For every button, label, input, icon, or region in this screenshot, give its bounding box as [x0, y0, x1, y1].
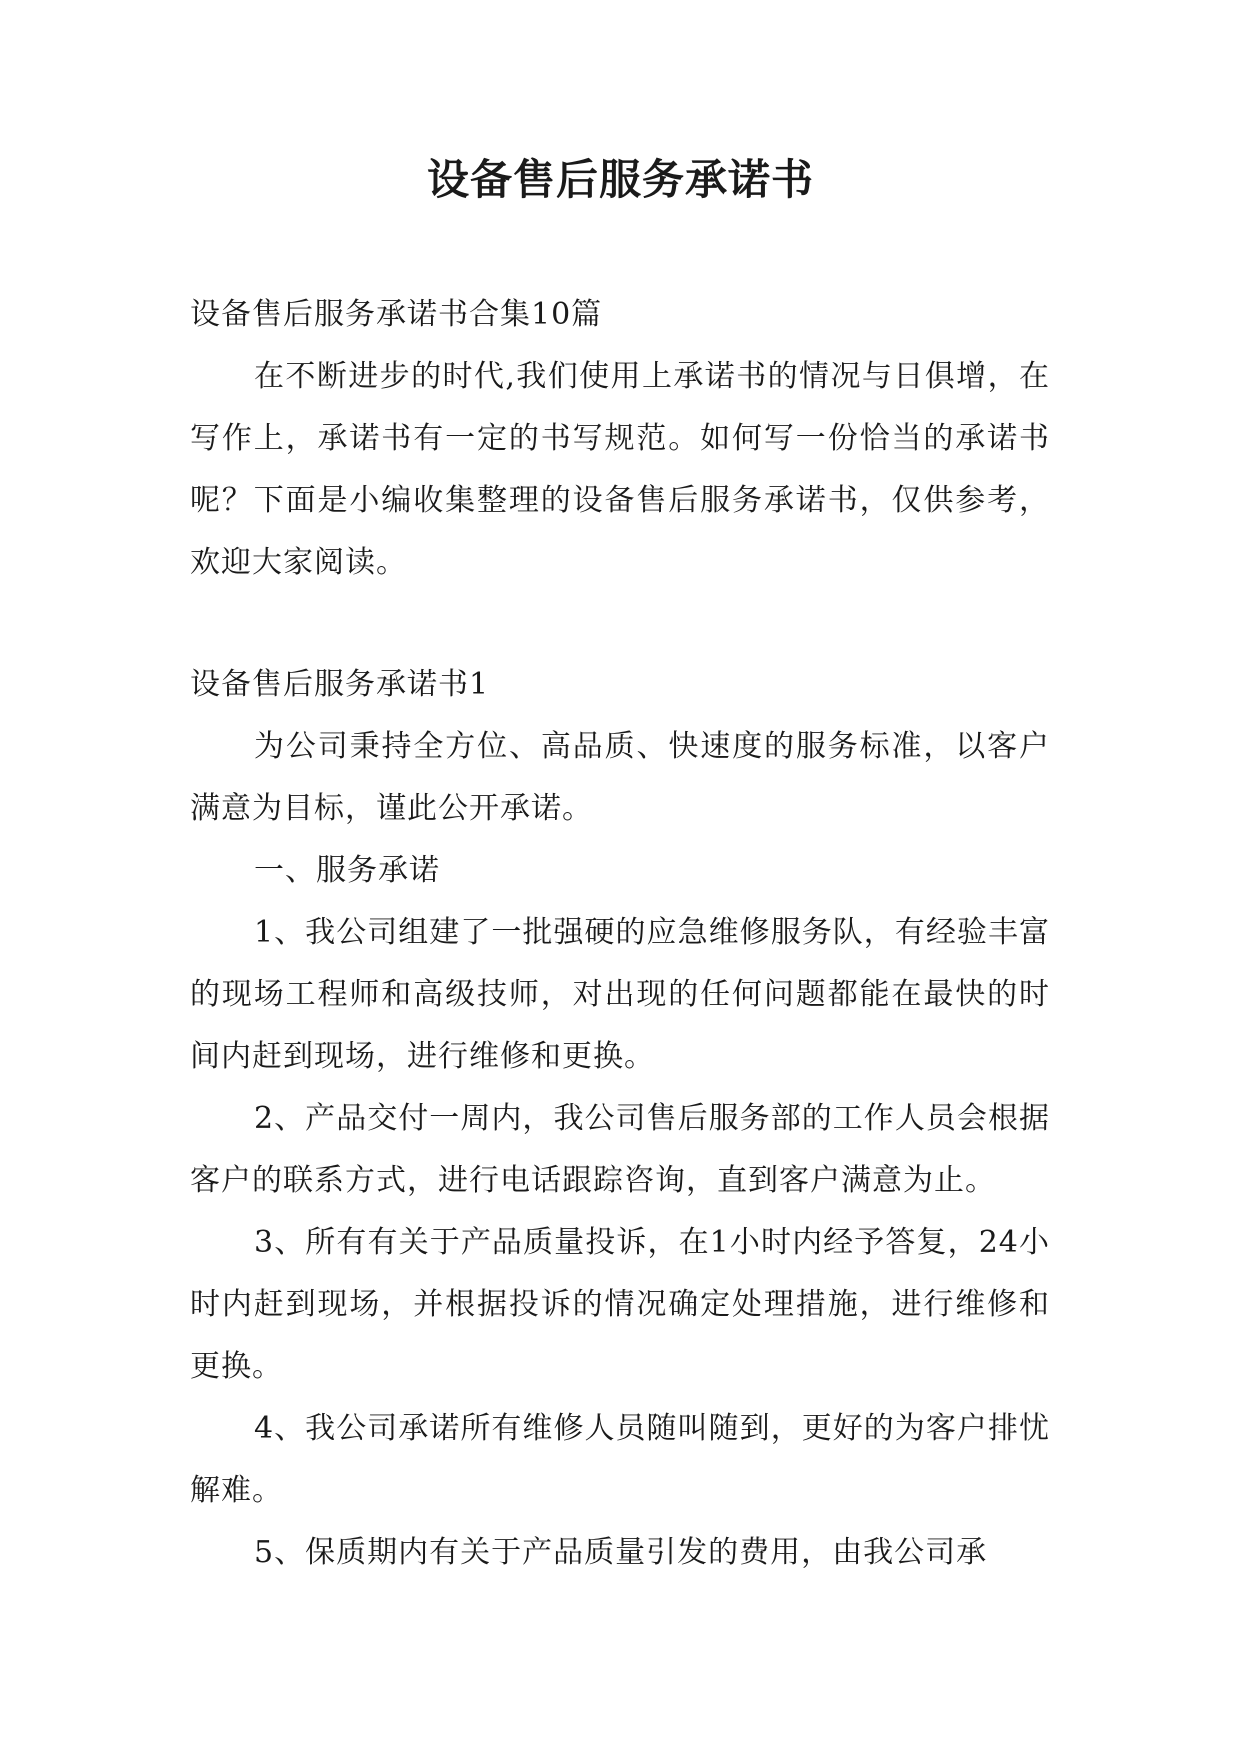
section-heading: 设备售后服务承诺书1: [190, 667, 490, 702]
body-paragraph: 1、我公司组建了一批强硬的应急维修服务队，有经验丰富的现场工程师和高级技师，对出现的任何问题都能在最快的时间内赶到现场，进行维修和更换。: [190, 915, 1050, 1074]
document-body: [190, 284, 1050, 1584]
intro-paragraph: 在不断进步的时代,我们使用上承诺书的情况与日俱增，在写作上，承诺书有一定的书写规范。如何写一份恰当的承诺书呢？下面是小编收集整理的设备售后服务承诺书，仅供参考，欢迎大家阅读。: [190, 359, 1050, 580]
document-title: 设备售后服务承诺书: [426, 155, 814, 204]
body-paragraph: 4、我公司承诺所有维修人员随叫随到，更好的为客户排忧解难。: [190, 1411, 1050, 1508]
body-paragraph: 2、产品交付一周内，我公司售后服务部的工作人员会根据客户的联系方式，进行电话跟踪咨询，直到客户满意为止。: [190, 1101, 1050, 1198]
collection-heading: 设备售后服务承诺书合集10篇: [190, 297, 603, 332]
body-paragraph: 3、所有有关于产品质量投诉，在1小时内经予答复，24小时内赶到现场，并根据投诉的情况确定处理措施，进行维修和更换。: [190, 1225, 1050, 1384]
body-paragraph: 为公司秉持全方位、高品质、快速度的服务标准，以客户满意为目标，谨此公开承诺。: [190, 729, 1050, 826]
body-paragraph: 5、保质期内有关于产品质量引发的费用，由我公司承: [254, 1535, 988, 1570]
subsection-heading: 一、服务承诺: [254, 853, 440, 888]
